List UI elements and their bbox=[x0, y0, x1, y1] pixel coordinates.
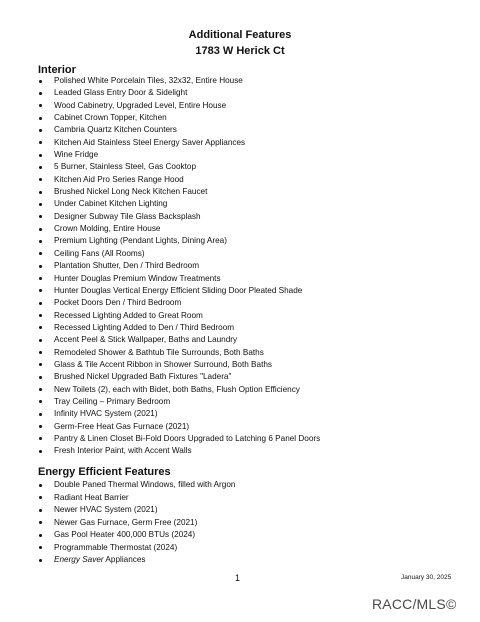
mls-watermark: RACC/MLS© bbox=[372, 596, 457, 612]
list-item: Cabinet Crown Topper, Kitchen bbox=[38, 112, 320, 124]
list-item: Crown Molding, Entire House bbox=[38, 223, 320, 235]
list-item: Ceiling Fans (All Rooms) bbox=[38, 248, 320, 260]
list-item: Hunter Douglas Vertical Energy Efficient Sliding Door Pleated Shade bbox=[38, 285, 320, 297]
list-item: Recessed Lighting Added to Great Room bbox=[38, 310, 320, 322]
list-item: Programmable Thermostat (2024) bbox=[38, 542, 235, 555]
interior-heading: Interior bbox=[38, 64, 76, 76]
list-item: Fresh Interior Paint, with Accent Walls bbox=[38, 445, 320, 457]
page-number: 1 bbox=[235, 573, 241, 583]
list-item: Under Cabinet Kitchen Lighting bbox=[38, 198, 320, 210]
list-item: Newer Gas Furnace, Germ Free (2021) bbox=[38, 517, 235, 530]
list-item: Kitchen Aid Pro Series Range Hood bbox=[38, 174, 320, 186]
list-item: Designer Subway Tile Glass Backsplash bbox=[38, 211, 320, 223]
list-item: Brushed Nickel Long Neck Kitchen Faucet bbox=[38, 186, 320, 198]
list-item: Hunter Douglas Premium Window Treatments bbox=[38, 273, 320, 285]
document-title: Additional Features bbox=[188, 29, 292, 41]
energy-features-heading: Energy Efficient Features bbox=[38, 466, 171, 478]
energy-feature-list bbox=[38, 479, 235, 567]
list-item: Germ-Free Heat Gas Furnace (2021) bbox=[38, 421, 320, 433]
list-item: Newer HVAC System (2021) bbox=[38, 504, 235, 517]
list-item: Leaded Glass Entry Door & Sidelight bbox=[38, 87, 320, 99]
document-date: January 30, 2025 bbox=[401, 574, 452, 581]
list-item: Radiant Heat Barrier bbox=[38, 492, 235, 505]
document-header bbox=[0, 27, 480, 59]
list-item: Remodeled Shower & Bathtub Tile Surrounds, Both Baths bbox=[38, 347, 320, 359]
list-item: Plantation Shutter, Den / Third Bedroom bbox=[38, 260, 320, 272]
list-item: Brushed Nickel Upgraded Bath Fixtures "Ladera" bbox=[38, 371, 320, 383]
list-item: Polished White Porcelain Tiles, 32x32, Entire House bbox=[38, 75, 320, 87]
property-address: 1783 W Herick Ct bbox=[195, 45, 285, 57]
energy-saver-emphasis: Energy Saver bbox=[54, 555, 104, 564]
list-item: Tray Ceiling – Primary Bedroom bbox=[38, 396, 320, 408]
list-item: New Toilets (2), each with Bidet, both Baths, Flush Option Efficiency bbox=[38, 384, 320, 396]
list-item bbox=[38, 554, 235, 567]
list-item: Double Paned Thermal Windows, filled with Argon bbox=[38, 479, 235, 492]
list-item: Pocket Doors Den / Third Bedroom bbox=[38, 297, 320, 309]
list-item: Infinity HVAC System (2021) bbox=[38, 408, 320, 420]
interior-feature-list bbox=[38, 75, 320, 458]
list-item: Wine Fridge bbox=[38, 149, 320, 161]
list-item-text: Appliances bbox=[103, 555, 146, 564]
list-item: Accent Peel & Stick Wallpaper, Baths and Laundry bbox=[38, 334, 320, 346]
list-item: Glass & Tile Accent Ribbon in Shower Surround, Both Baths bbox=[38, 359, 320, 371]
list-item: Premium Lighting (Pendant Lights, Dining Area) bbox=[38, 235, 320, 247]
list-item: Kitchen Aid Stainless Steel Energy Saver Appliances bbox=[38, 137, 320, 149]
list-item: Wood Cabinetry, Upgraded Level, Entire House bbox=[38, 100, 320, 112]
list-item: Recessed Lighting Added to Den / Third Bedroom bbox=[38, 322, 320, 334]
list-item: Cambria Quartz Kitchen Counters bbox=[38, 124, 320, 136]
list-item: Gas Pool Heater 400,000 BTUs (2024) bbox=[38, 529, 235, 542]
list-item: Pantry & Linen Closet Bi-Fold Doors Upgraded to Latching 6 Panel Doors bbox=[38, 433, 320, 445]
list-item: 5 Burner, Stainless Steel, Gas Cooktop bbox=[38, 161, 320, 173]
